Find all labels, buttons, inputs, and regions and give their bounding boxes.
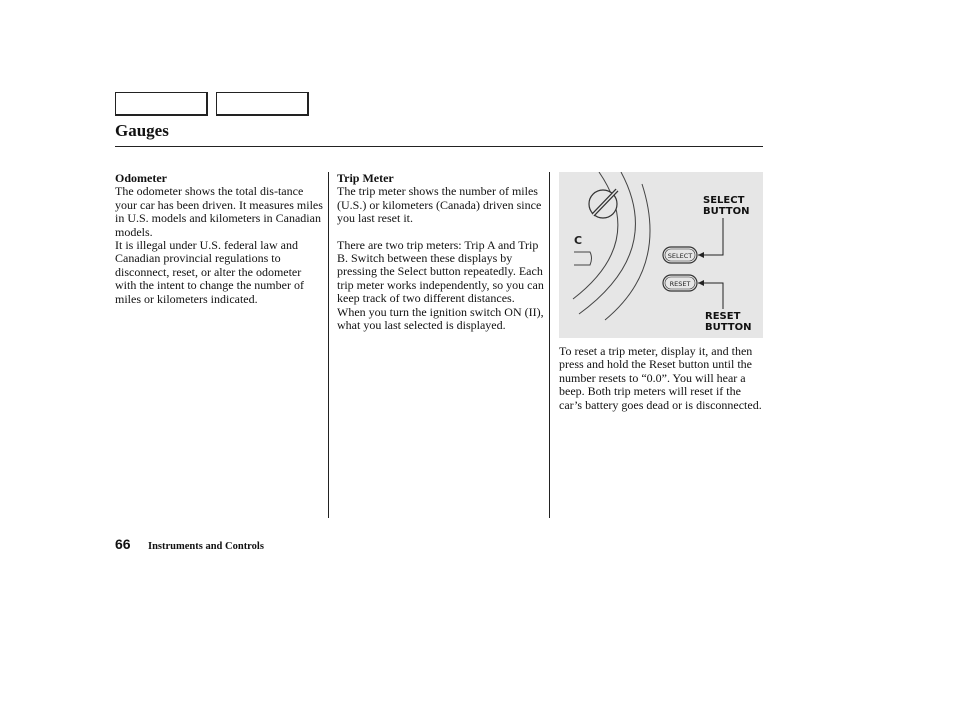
reset-instructions: To reset a trip meter, display it, and then press and hold the Reset button until the number resets to “0.0”. You will hear a beep. Both trip meters will reset if the car’s battery goes dead or is disconnected.	[559, 344, 762, 412]
odometer-paragraph-1: The odometer shows the total dis-tance your car has been driven. It measures miles in U.S. models and kilometers in Canadian models.	[115, 184, 323, 239]
gauge-letter: C	[574, 234, 583, 247]
reset-button-text: RESET	[669, 280, 691, 288]
reset-instructions-column	[559, 345, 765, 412]
trip-meter-heading: Trip Meter	[337, 171, 394, 185]
display-slot-icon	[574, 252, 592, 265]
reset-button-label: RESET BUTTON	[705, 311, 752, 333]
page-title: Gauges	[115, 121, 169, 140]
header-tab-box-2	[216, 92, 309, 116]
trip-meter-column	[337, 172, 545, 332]
trip-meter-illustration	[559, 172, 763, 338]
odometer-heading: Odometer	[115, 171, 167, 185]
page-number: 66	[115, 536, 131, 552]
odometer-column	[115, 172, 323, 306]
select-button-label: SELECT BUTTON	[703, 195, 750, 217]
odometer-paragraph-2: It is illegal under U.S. federal law and Canadian provincial regulations to disconnect, reset, or alter the odometer with the intent to change the number of miles or kilometers indicated.	[115, 238, 304, 306]
header-tab-box-1	[115, 92, 208, 116]
trip-meter-paragraph-2: There are two trip meters: Trip A and Trip B. Switch between these displays by pressing the Select button repeatedly. Each trip meter works independently, so you can keep track of two different distances. When you turn the ignition switch ON (II), what you last selected is displayed.	[337, 237, 544, 333]
title-divider	[115, 146, 763, 147]
section-name: Instruments and Controls	[148, 541, 264, 552]
trip-meter-paragraph-1: The trip meter shows the number of miles (U.S.) or kilometers (Canada) driven since you last reset it.	[337, 184, 542, 226]
reset-leader-line	[698, 283, 723, 309]
column-divider-2	[549, 172, 550, 518]
select-button-text: SELECT	[667, 252, 693, 260]
column-divider-1	[328, 172, 329, 518]
select-leader-line	[698, 218, 723, 255]
